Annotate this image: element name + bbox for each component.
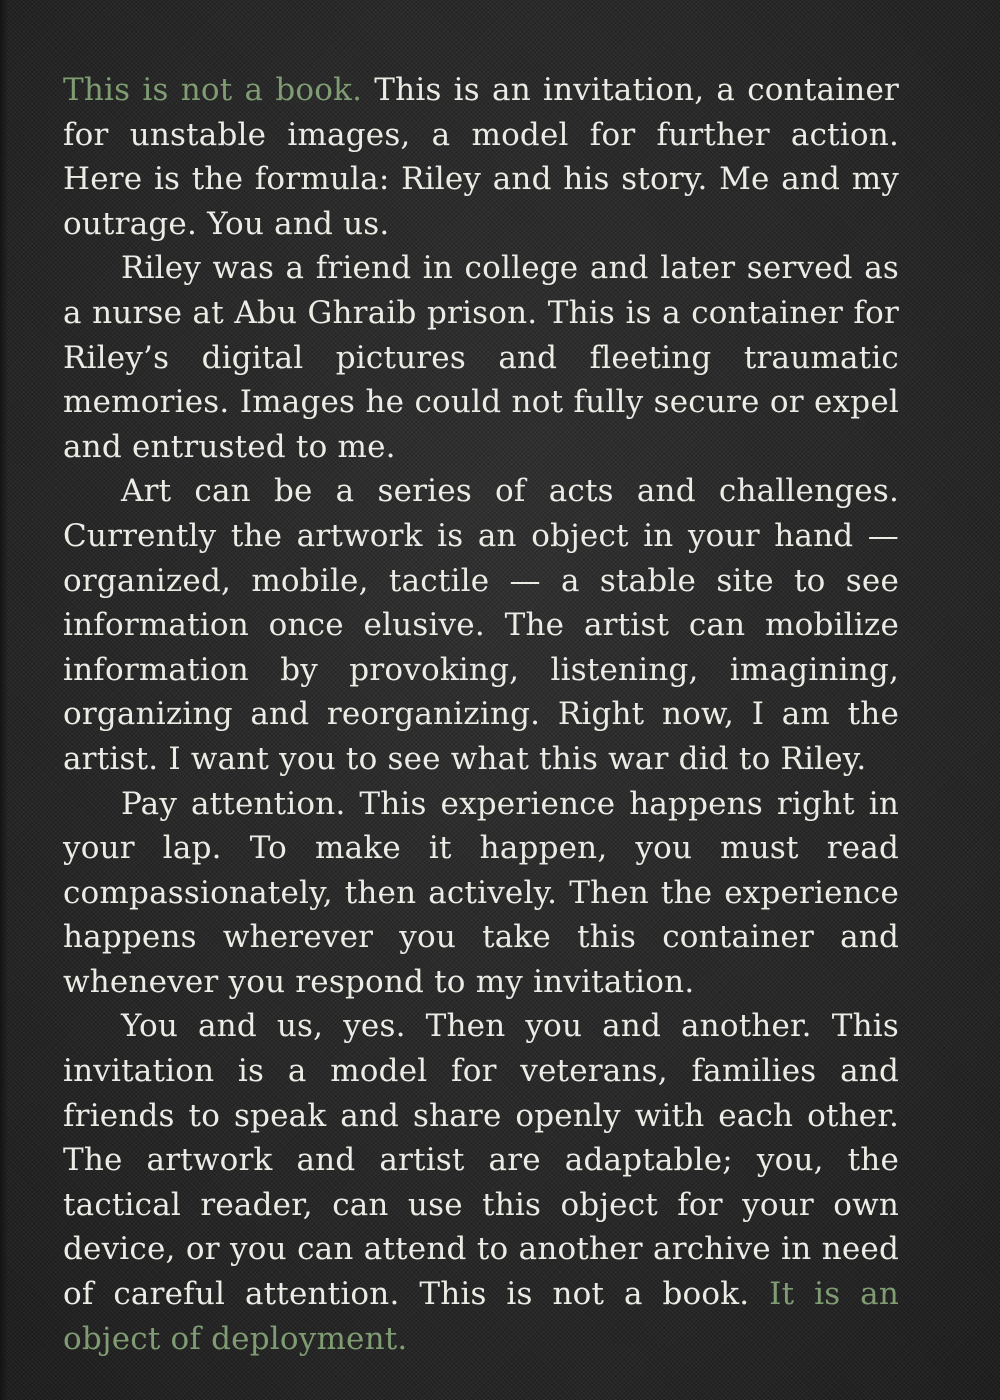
paragraph-2	[63, 246, 899, 469]
accent-opening-phrase: This is not a book.	[63, 72, 363, 108]
paragraph-1-text: This is an invitation, a container for unstable images, a model for further action. Here is the formula: Riley and his story. Me and my outrage. You and us.	[63, 72, 900, 242]
paragraph-3	[63, 469, 899, 781]
paragraph-5	[63, 1004, 899, 1361]
page-edge-shadow	[0, 0, 8, 1400]
paragraph-2-text: Riley was a friend in college and later served as a nurse at Abu Ghraib prison. This is a container for Riley’s digital pictures and fleeting traumatic memories. Images he could not fully secure or expel and entrusted to me.	[63, 250, 899, 465]
paragraph-3-text: Art can be a series of acts and challenges. Currently the artwork is an object in your hand — organized, mobile, tactile — a stable site to see information once elusive. The artist can mobilize information by provoking, listening, imagining, organizing and reorganizing. Right now, I am the artist. I want you to see what this war did to Riley.	[63, 473, 899, 777]
paragraph-1	[63, 68, 899, 246]
paragraph-4-text: Pay attention. This experience happens right in your lap. To make it happen, you must read compassionately, then actively. Then the experience happens wherever you take this container and whenever you respond to my invitation.	[63, 785, 899, 1000]
paragraph-4	[63, 782, 899, 1005]
accent-closing-phrase: It is an object of deployment.	[63, 1276, 899, 1357]
body-text	[63, 68, 899, 1361]
paragraph-5-text: You and us, yes. Then you and another. This invitation is a model for veterans, families and friends to speak and share openly with each other. The artwork and artist are adaptable; you, the tactical reader, can use this object for your own device, or you can attend to another archive in need of careful attention. This is not a book.	[63, 1008, 899, 1313]
